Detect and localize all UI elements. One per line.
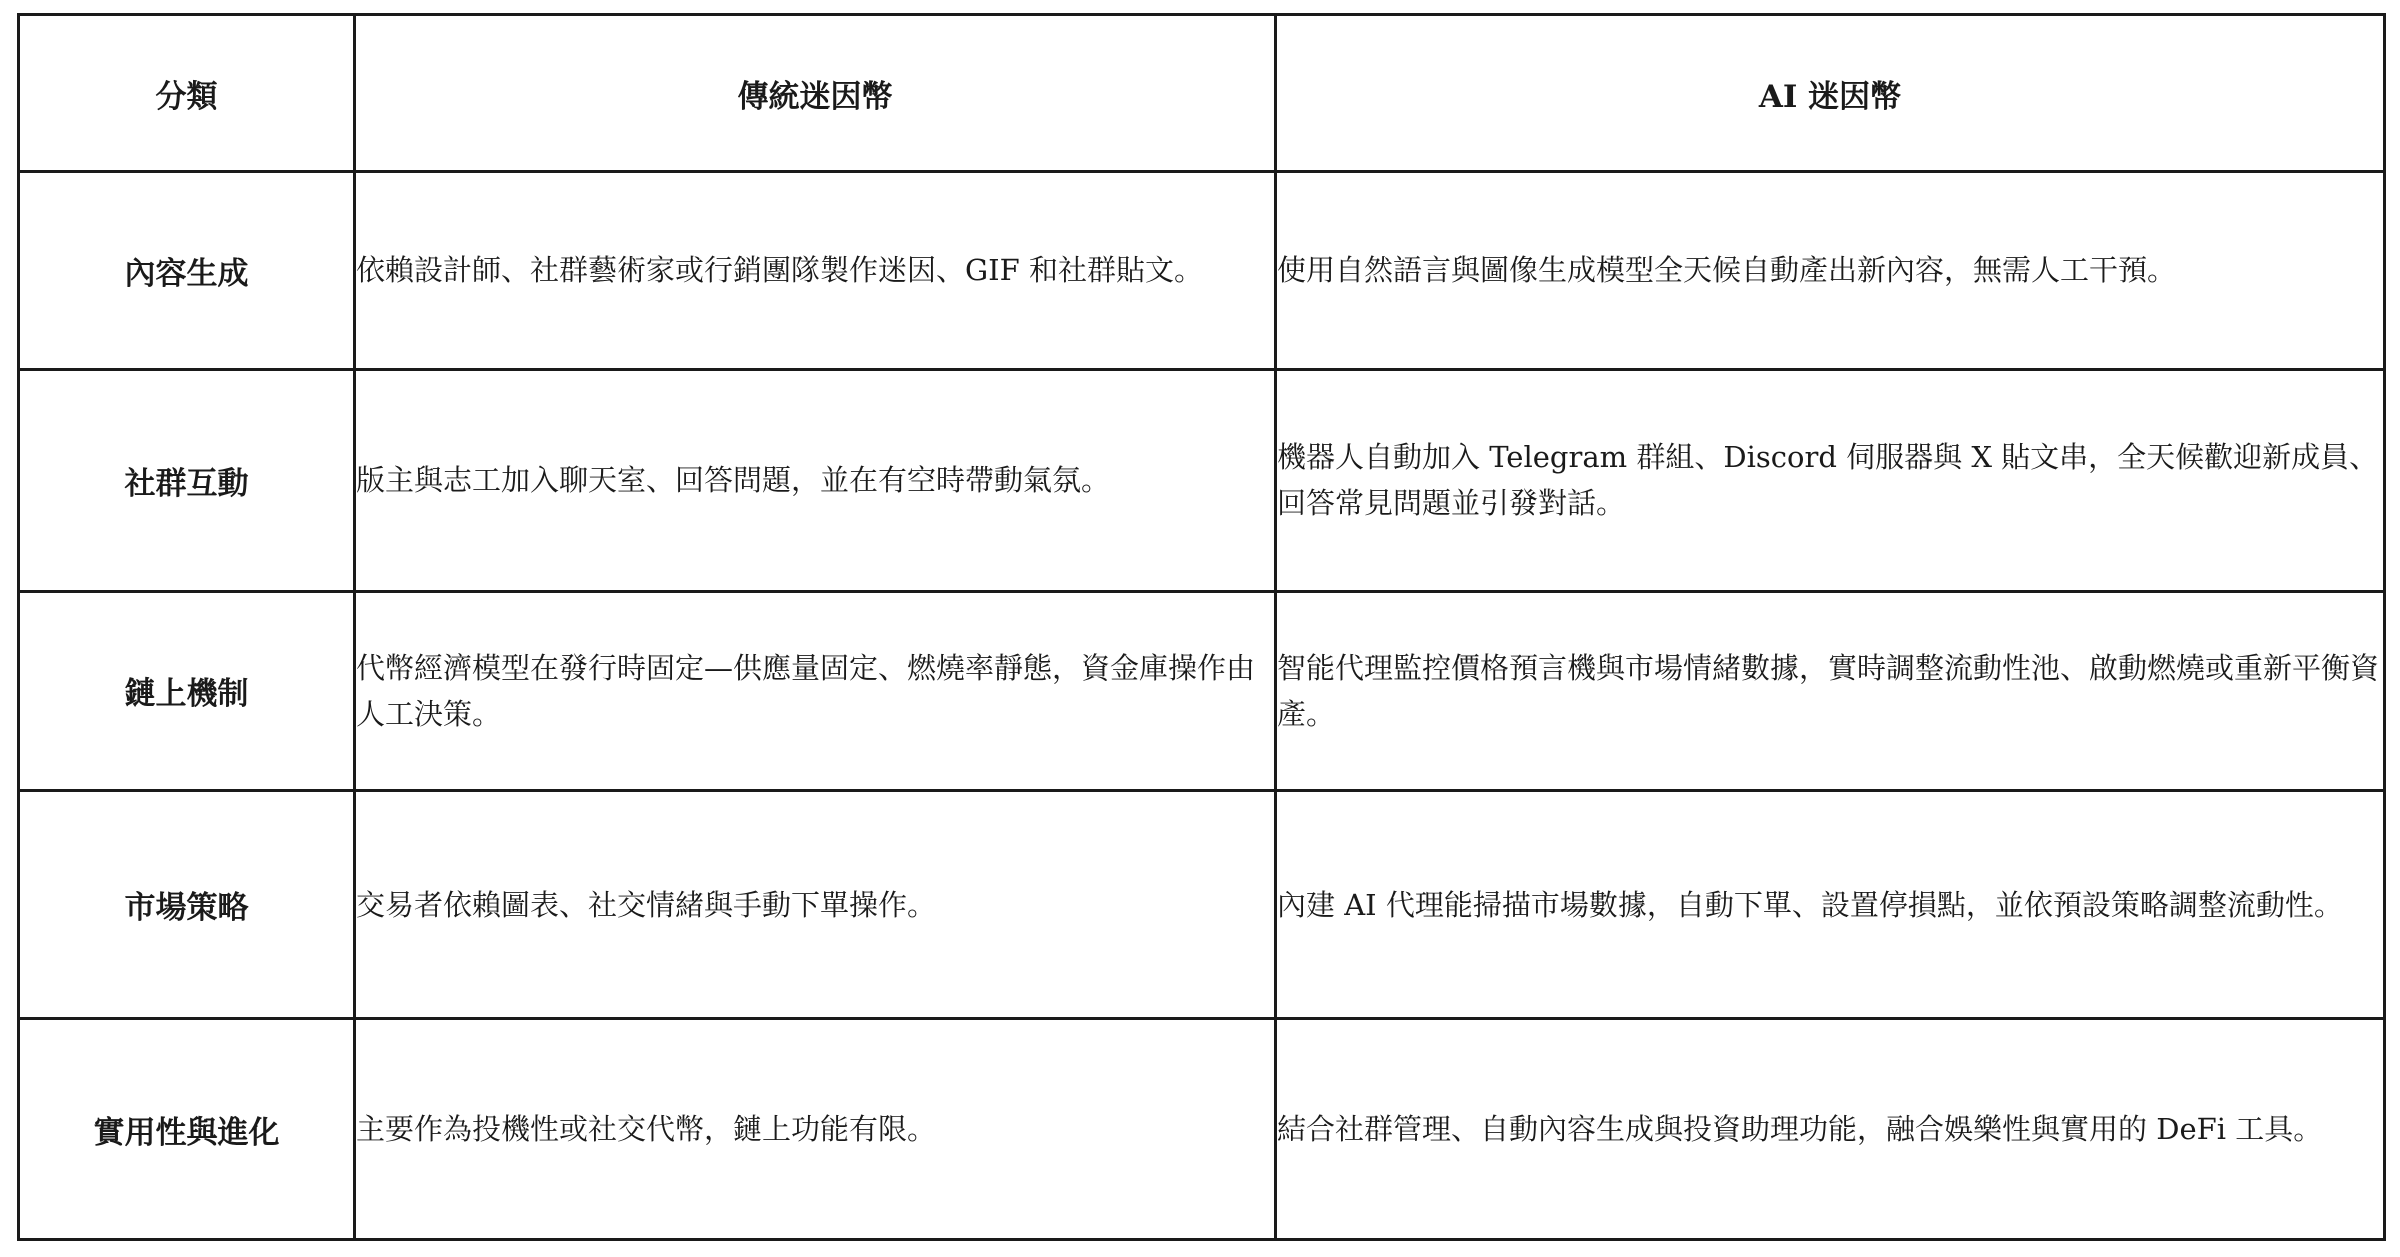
row-traditional-text: 版主與志工加入聊天室、回答問題，並在有空時帶動氣氛。 (355, 369, 1276, 591)
row-category: 實用性與進化 (19, 1019, 355, 1240)
header-ai-meme-coin: AI 迷因幣 (1276, 15, 2385, 172)
table-row (19, 791, 2385, 1019)
row-traditional-text: 代幣經濟模型在發行時固定—供應量固定、燃燒率靜態，資金庫操作由人工決策。 (355, 591, 1276, 791)
row-ai-text: 內建 AI 代理能掃描市場數據，自動下單、設置停損點，並依預設策略調整流動性。 (1276, 791, 2385, 1019)
row-ai-text: 結合社群管理、自動內容生成與投資助理功能，融合娛樂性與實用的 DeFi 工具。 (1276, 1019, 2385, 1240)
row-traditional-text: 交易者依賴圖表、社交情緒與手動下單操作。 (355, 791, 1276, 1019)
row-category: 內容生成 (19, 172, 355, 370)
comparison-table-container (17, 13, 2383, 1241)
table-row (19, 591, 2385, 791)
row-category: 鏈上機制 (19, 591, 355, 791)
row-ai-text: 使用自然語言與圖像生成模型全天候自動產出新內容，無需人工干預。 (1276, 172, 2385, 370)
table-row (19, 172, 2385, 370)
row-category: 市場策略 (19, 791, 355, 1019)
row-traditional-text: 依賴設計師、社群藝術家或行銷團隊製作迷因、GIF 和社群貼文。 (355, 172, 1276, 370)
table-row (19, 369, 2385, 591)
comparison-table (17, 13, 2386, 1241)
row-ai-text: 機器人自動加入 Telegram 群組、Discord 伺服器與 X 貼文串，全天候歡迎新成員、回答常見問題並引發對話。 (1276, 369, 2385, 591)
row-ai-text: 智能代理監控價格預言機與市場情緒數據，實時調整流動性池、啟動燃燒或重新平衡資產。 (1276, 591, 2385, 791)
header-category: 分類 (19, 15, 355, 172)
header-traditional-meme-coin: 傳統迷因幣 (355, 15, 1276, 172)
table-row (19, 1019, 2385, 1240)
row-category: 社群互動 (19, 369, 355, 591)
table-header-row (19, 15, 2385, 172)
row-traditional-text: 主要作為投機性或社交代幣，鏈上功能有限。 (355, 1019, 1276, 1240)
